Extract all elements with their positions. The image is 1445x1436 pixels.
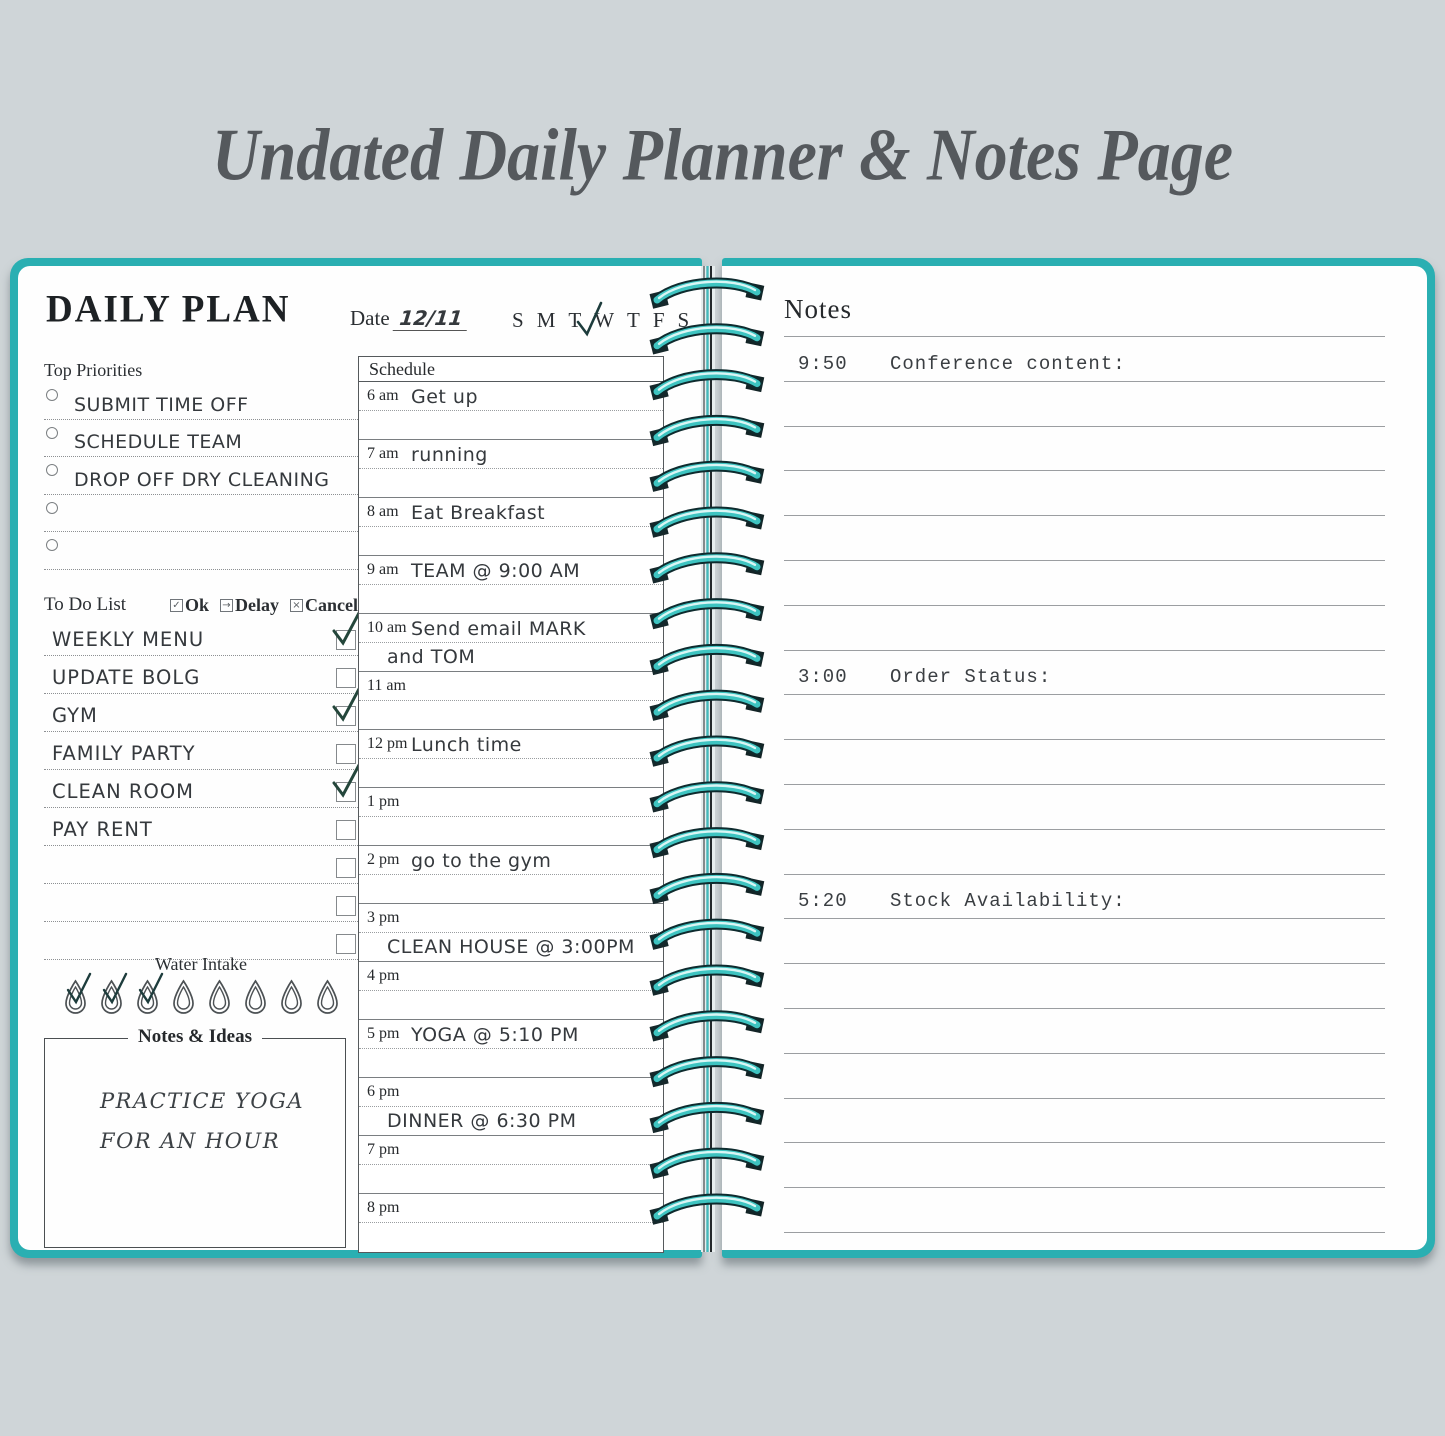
- schedule-hour-label: 6 pm: [367, 1083, 400, 1100]
- schedule-entry2-text: [359, 527, 663, 530]
- note-entry-row: [784, 875, 1385, 920]
- note-blank-row: [784, 382, 1385, 427]
- schedule-hour-row: [359, 904, 663, 962]
- date-field: [350, 306, 468, 331]
- schedule-hour-label: 8 pm: [367, 1199, 400, 1216]
- schedule-entry2-text: [359, 1165, 663, 1168]
- schedule-entry2-text: [359, 411, 663, 414]
- note-blank-row: [784, 606, 1385, 651]
- schedule-label: Schedule: [359, 357, 663, 382]
- water-droplet-icon-checked: [62, 978, 89, 1016]
- schedule-entry-text: YOGA @ 5:10 PM: [411, 1024, 579, 1046]
- todo-row: [44, 770, 358, 808]
- note-blank-row: [784, 919, 1385, 964]
- schedule-hour-top: [359, 556, 663, 585]
- todo-item-text: CLEAN ROOM: [52, 780, 194, 803]
- schedule-hour-label: 6 am: [367, 387, 399, 404]
- schedule-hour-top: [359, 962, 663, 991]
- notes-ruled-lines: [784, 336, 1385, 1233]
- note-blank-row: [784, 1188, 1385, 1233]
- priority-circle-icon: [46, 389, 58, 401]
- schedule-hour-label: 2 pm: [367, 851, 400, 868]
- planner-left-page: [10, 258, 702, 1258]
- todo-row: [44, 808, 358, 846]
- todo-checkbox-icon: [336, 668, 356, 688]
- water-droplet-icon: [278, 978, 305, 1016]
- todo-checkbox-icon: [336, 934, 356, 954]
- todo-row: [44, 694, 358, 732]
- note-entry-text: Conference content:: [890, 352, 1126, 375]
- schedule-hour-top: [359, 1194, 663, 1223]
- water-droplet-icon: [242, 978, 269, 1016]
- todo-list-label: To Do List: [44, 594, 127, 615]
- schedule-hour-row: [359, 788, 663, 846]
- schedule-entry-text: go to the gym: [411, 850, 552, 872]
- todo-row: [44, 656, 358, 694]
- top-priorities-label: Top Priorities: [44, 360, 143, 380]
- todo-item-text: FAMILY PARTY: [52, 742, 196, 765]
- todo-checkmark-icon: [328, 611, 362, 652]
- notes-ideas-text: PRACTICE YOGA FOR AN HOUR: [100, 1089, 305, 1153]
- schedule-entry2-text: [359, 585, 663, 588]
- page-title: Undated Daily Planner & Notes Page: [211, 114, 1234, 197]
- schedule-hour-row: [359, 440, 663, 498]
- todo-legend-delay: [220, 595, 279, 616]
- todo-item-text: GYM: [52, 704, 98, 727]
- week-letter-4: T: [627, 308, 640, 332]
- todo-item-text: PAY RENT: [52, 818, 153, 841]
- schedule-hour-top: [359, 846, 663, 875]
- left-paper: [18, 266, 702, 1250]
- water-droplet-icon-checked: [98, 978, 125, 1016]
- notes-ideas-label: Notes & Ideas: [128, 1026, 262, 1048]
- notes-ideas-box: [44, 1026, 346, 1248]
- schedule-hour-label: 1 pm: [367, 793, 400, 810]
- schedule-entry-text: Lunch time: [411, 734, 522, 756]
- schedule-entry2-text: [359, 1049, 663, 1052]
- schedule-hour-top: [359, 1020, 663, 1049]
- schedule-entry-text: Send email MARK: [411, 618, 586, 640]
- todo-checkbox-icon: [336, 820, 356, 840]
- todo-checkmark-icon: [328, 687, 362, 728]
- schedule-entry2-text: [359, 469, 663, 472]
- check-box-icon: ✓: [170, 599, 183, 612]
- water-intake-tracker: [44, 978, 358, 1016]
- note-blank-row: [784, 830, 1385, 875]
- schedule-hour-top: [359, 382, 663, 411]
- todo-checkbox-icon: [336, 896, 356, 916]
- note-blank-row: [784, 471, 1385, 516]
- note-entry-text: Stock Availability:: [890, 890, 1126, 913]
- schedule-entry2-text: [359, 991, 663, 994]
- priority-text: SUBMIT TIME OFF: [74, 393, 249, 416]
- note-blank-row: [784, 964, 1385, 1009]
- todo-legend-label: Delay: [235, 594, 279, 615]
- week-letter-5: F: [652, 308, 665, 332]
- schedule-hour-row: [359, 846, 663, 904]
- schedule-hour-top: [359, 672, 663, 701]
- schedule-hour-row: [359, 730, 663, 788]
- note-blank-row: [784, 561, 1385, 606]
- todo-row: [44, 732, 358, 770]
- schedule-hour-label: 10 am: [367, 619, 407, 636]
- priority-circle-icon: [46, 539, 58, 551]
- note-blank-row: [784, 740, 1385, 785]
- schedule-entry-text: Get up: [411, 386, 479, 408]
- schedule-entry-text: Eat Breakfast: [411, 502, 546, 524]
- schedule-hour-label: 7 am: [367, 445, 399, 462]
- priority-circle-icon: [46, 427, 58, 439]
- todo-legend-label: Ok: [184, 594, 209, 615]
- note-blank-row: [784, 695, 1385, 740]
- schedule-hour-row: [359, 382, 663, 440]
- water-droplet-icon: [170, 978, 197, 1016]
- note-blank-row: [784, 1143, 1385, 1188]
- priority-circle-icon: [46, 464, 58, 476]
- note-entry-time: 9:50: [798, 352, 848, 375]
- todo-row: [44, 618, 358, 656]
- schedule-entry2-text: [359, 759, 663, 762]
- schedule-hour-top: [359, 614, 663, 643]
- schedule-hour-row: [359, 556, 663, 614]
- note-blank-row: [784, 1009, 1385, 1054]
- todo-checkbox-icon: [336, 858, 356, 878]
- week-letter-6: S: [677, 308, 690, 332]
- schedule-hour-row: [359, 672, 663, 730]
- schedule-hour-row: [359, 962, 663, 1020]
- schedule-hour-top: [359, 904, 663, 933]
- schedule-hour-label: 9 am: [367, 561, 399, 578]
- notes-title: Notes: [784, 294, 852, 324]
- priority-row: [44, 382, 358, 420]
- priority-row: [44, 420, 358, 458]
- right-paper: [722, 266, 1427, 1250]
- priority-text: DROP OFF DRY CLEANING: [74, 468, 330, 491]
- schedule-entry2-text: CLEAN HOUSE @ 3:00PM: [387, 936, 635, 958]
- schedule-hour-label: 3 pm: [367, 909, 400, 926]
- week-letter-1: M: [536, 308, 556, 332]
- cross-box-icon: ×: [290, 599, 303, 612]
- water-intake-label: Water Intake: [155, 954, 247, 974]
- todo-legend-label: Cancel: [305, 594, 358, 615]
- arrow-box-icon: →: [220, 599, 233, 612]
- note-blank-row: [784, 785, 1385, 830]
- week-letter-3: W: [594, 308, 615, 332]
- todo-header: [44, 594, 358, 616]
- notes-right-page: [722, 258, 1435, 1258]
- schedule-entry2-text: [359, 701, 663, 704]
- week-checkmark-icon: [574, 300, 604, 338]
- water-droplet-icon-checked: [134, 978, 161, 1016]
- schedule-hour-top: [359, 1078, 663, 1107]
- priority-row: [44, 457, 358, 495]
- schedule-hour-row: [359, 1020, 663, 1078]
- schedule-hour-top: [359, 788, 663, 817]
- note-entry-time: 5:20: [798, 890, 848, 913]
- schedule-entry2-text: [359, 1223, 663, 1226]
- schedule-hour-top: [359, 440, 663, 469]
- todo-checkmark-icon: [328, 763, 362, 804]
- schedule-hour-label: 7 pm: [367, 1141, 400, 1158]
- todo-item-text: UPDATE BOLG: [52, 666, 201, 689]
- schedule-hour-label: 4 pm: [367, 967, 400, 984]
- schedule-entry2-text: [359, 817, 663, 820]
- note-entry-row: [784, 651, 1385, 696]
- note-entry-time: 3:00: [798, 666, 848, 689]
- schedule-hour-top: [359, 498, 663, 527]
- priority-row: [44, 495, 358, 533]
- note-blank-row: [784, 1099, 1385, 1144]
- todo-checkbox-icon: [336, 744, 356, 764]
- todo-item-text: WEEKLY MENU: [52, 628, 205, 651]
- schedule-entry-text: TEAM @ 9:00 AM: [411, 560, 581, 582]
- todo-list: [44, 618, 358, 960]
- schedule-entry2-text: and TOM: [387, 646, 476, 668]
- week-letter-0: S: [512, 308, 524, 332]
- schedule-hour-top: [359, 730, 663, 759]
- schedule-hour-row: [359, 1078, 663, 1136]
- schedule-entry-text: running: [411, 444, 488, 466]
- spiral-binding: [645, 264, 779, 1256]
- note-blank-row: [784, 427, 1385, 472]
- schedule-hour-label: 11 am: [367, 677, 406, 694]
- todo-row: [44, 846, 358, 884]
- schedule-hour-label: 12 pm: [367, 735, 408, 752]
- daily-plan-title: DAILY PLAN: [46, 287, 291, 332]
- schedule-hour-row: [359, 614, 663, 672]
- schedule-hour-label: 8 am: [367, 503, 399, 520]
- water-droplet-icon: [314, 978, 341, 1016]
- schedule-hour-row: [359, 498, 663, 556]
- note-entry-text: Order Status:: [890, 666, 1052, 689]
- note-blank-row: [784, 516, 1385, 561]
- todo-row: [44, 884, 358, 922]
- priority-row: [44, 532, 358, 570]
- note-entry-row: [784, 337, 1385, 382]
- date-label: Date: [350, 306, 390, 330]
- schedule-hour-row: [359, 1194, 663, 1252]
- water-droplet-icon: [206, 978, 233, 1016]
- schedule-hour-row: [359, 1136, 663, 1194]
- note-blank-row: [784, 1054, 1385, 1099]
- top-priorities-list: [44, 382, 358, 570]
- schedule-entry2-text: DINNER @ 6:30 PM: [387, 1110, 577, 1132]
- schedule-hour-label: 5 pm: [367, 1025, 400, 1042]
- week-letter-2-checked: T: [568, 308, 582, 332]
- priority-circle-icon: [46, 502, 58, 514]
- schedule-table: [358, 356, 664, 1253]
- schedule-hour-top: [359, 1136, 663, 1165]
- priority-text: SCHEDULE TEAM: [74, 431, 243, 453]
- date-value: 12/11: [392, 306, 469, 331]
- schedule-entry2-text: [359, 875, 663, 878]
- todo-legend-ok: [170, 595, 209, 616]
